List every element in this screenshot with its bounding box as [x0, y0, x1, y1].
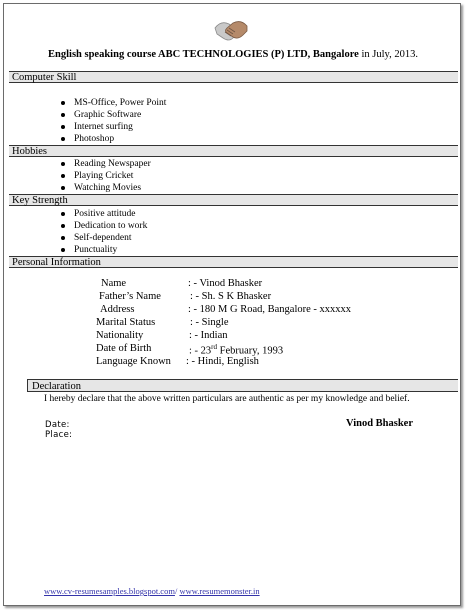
address-value: : - 180 M G Road, Bangalore - xxxxxx: [188, 304, 352, 315]
list-item: Internet surfing: [60, 121, 166, 133]
declaration-text: I hereby declare that the above written particulars are authentic as per my knowledge and belief.: [44, 394, 410, 404]
dob-value-sup: rd: [211, 343, 218, 351]
list-item: Playing Cricket: [60, 170, 151, 182]
footer-separator: /: [174, 586, 180, 596]
place-label: Place:: [45, 430, 73, 440]
list-item: MS-Office, Power Point: [60, 97, 166, 109]
footer-links: [44, 586, 260, 596]
footer-link-resumemonster[interactable]: www.resumemonster.in: [179, 586, 260, 596]
list-item: Reading Newspaper: [60, 158, 151, 170]
date-label: Date:: [45, 420, 70, 430]
dob-label: Date of Birth: [96, 343, 152, 354]
dob-value-post: February, 1993: [217, 345, 284, 357]
dob-value: [189, 343, 283, 357]
name-value: : - Vinod Bhasker: [188, 278, 263, 289]
section-personal-info-header: Personal Information: [9, 256, 458, 268]
father-name-value: : - Sh. S K Bhasker: [190, 291, 272, 302]
intro-bold: English speaking course ABC TECHNOLOGIES (P) LTD, Bangalore: [48, 49, 359, 60]
list-item: Punctuality: [60, 244, 147, 256]
nationality-value: : - Indian: [189, 330, 228, 341]
footer-link-cv-resumesamples[interactable]: www.cv-resumesamples.blogspot.com: [44, 586, 175, 596]
hobbies-list: [60, 158, 151, 194]
father-name-label: Father’s Name: [99, 291, 161, 302]
section-key-strength-header: Key Strength: [9, 194, 458, 206]
language-value: : - Hindi, English: [186, 356, 259, 367]
computer-skill-list: [60, 97, 166, 145]
section-hobbies-header: Hobbies: [9, 145, 458, 157]
signature-name: Vinod Bhasker: [346, 418, 414, 429]
name-label: Name: [101, 278, 127, 289]
intro-line: [0, 49, 466, 60]
list-item: Positive attitude: [60, 208, 147, 220]
section-computer-skill-header: Computer Skill: [9, 71, 458, 83]
section-declaration-header: Declaration: [27, 379, 458, 392]
intro-rest: in July, 2013.: [358, 49, 418, 60]
marital-status-value: : - Single: [190, 317, 229, 328]
key-strength-list: [60, 208, 147, 256]
list-item: Photoshop: [60, 133, 166, 145]
nationality-label: Nationality: [96, 330, 144, 341]
list-item: Dedication to work: [60, 220, 147, 232]
list-item: Watching Movies: [60, 182, 151, 194]
handshake-icon: [213, 14, 249, 48]
list-item: Graphic Software: [60, 109, 166, 121]
address-label: Address: [100, 304, 135, 315]
language-label: Language Known: [96, 356, 171, 367]
marital-status-label: Marital Status: [96, 317, 156, 328]
dob-value-pre: : - 23: [189, 345, 212, 357]
list-item: Self-dependent: [60, 232, 147, 244]
